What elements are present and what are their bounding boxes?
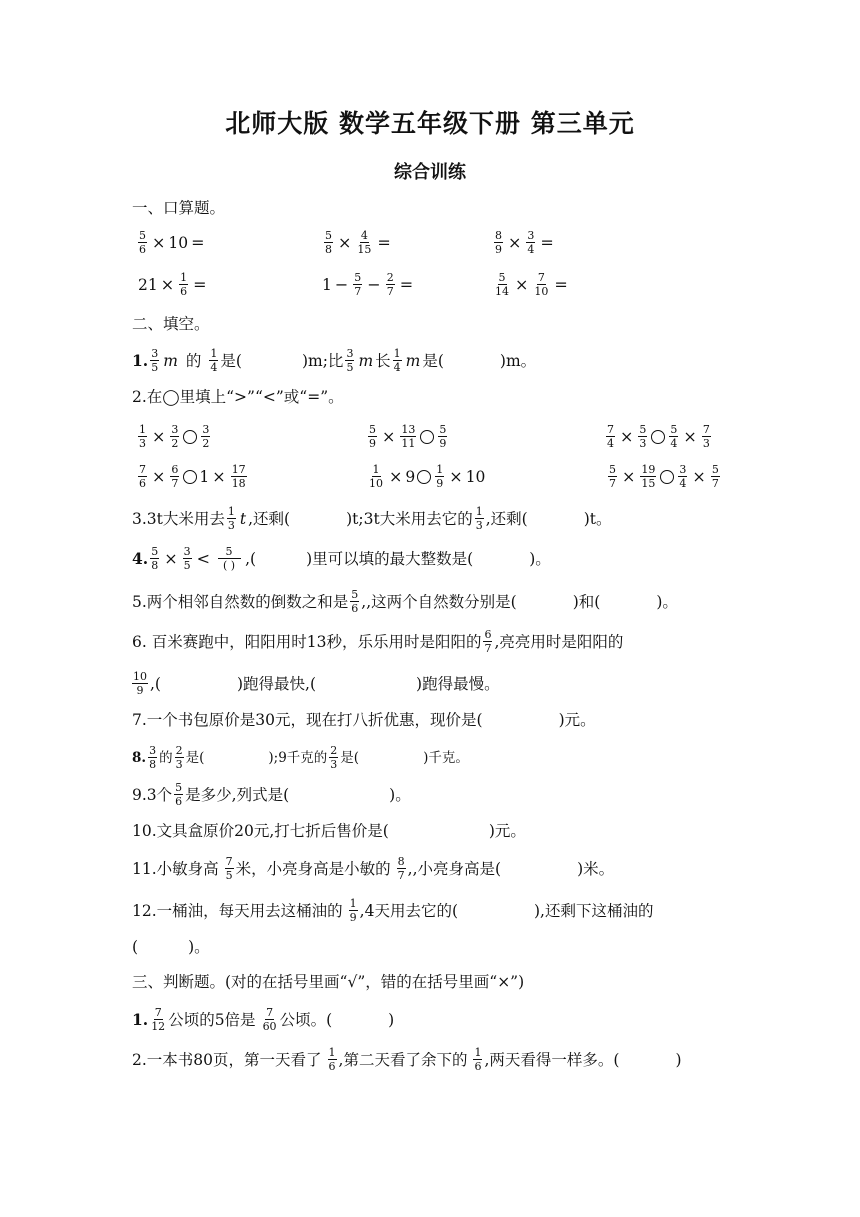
mental-problem-6: $\frac{5}{14}$ × $\frac{7}{10}$ = — [495, 271, 568, 298]
fill-question-6-line2: $\frac{10}{9}$ ,( )跑得最快,( )跑得最慢。 — [133, 670, 500, 697]
mental-problem-5: 1 − $\frac{5}{7}$ − $\frac{2}{7}$ = — [322, 271, 414, 298]
fill-question-10: 10.文具盒原价20元,打七折后售价是( )元。 — [132, 822, 526, 840]
mental-problem-1: $\frac{5}{6}$ × 10 = — [139, 229, 205, 256]
fill-question-12-line2: ( )。 — [132, 938, 210, 956]
fill-question-1: 1. $\frac{3}{5}$ m 的 $\frac{1}{4}$ 是( )m;比 $\frac{3}{5}$ m 长 $\frac{1}{4}$ m 是( )m。 — [132, 347, 537, 374]
compare-item-f: $\frac{5}{7}$ × $\frac{19}{15}$ $\frac{3}{4}$ × $\frac{5}{7}$ — [609, 463, 719, 490]
page-subtitle: 综合训练 — [394, 162, 466, 183]
fill-question-11: 11.小敏身高 $\frac{7}{5}$ 米，小亮身高是小敏的 $\frac{8}{7}$ ,,小亮身高是( )米。 — [132, 855, 615, 882]
section2-heading: 二、填空。 — [132, 315, 210, 333]
judge-question-2: 2.一本书80页，第一天看了 $\frac{1}{6}$ ,第二天看了余下的 $\frac{1}{6}$ ,两天看得一样多。( ) — [132, 1046, 682, 1073]
section1-heading: 一、口算题。 — [132, 199, 226, 217]
mental-problem-2: $\frac{5}{8}$ × $\frac{4}{15}$ = — [325, 229, 391, 256]
compare-item-a: $\frac{1}{3}$ × $\frac{3}{2}$ $\frac{3}{2}$ — [139, 423, 210, 450]
compare-circle[interactable] — [417, 470, 431, 484]
compare-item-b: $\frac{5}{9}$ × $\frac{13}{11}$ $\frac{5}{9}$ — [369, 423, 447, 450]
compare-item-e: $\frac{1}{10}$ × 9 $\frac{1}{9}$ × 10 — [369, 463, 486, 490]
compare-item-d: $\frac{7}{6}$ × $\frac{6}{7}$ 1 × $\frac{17}{18}$ — [139, 463, 246, 490]
mental-problem-3: $\frac{8}{9}$ × $\frac{3}{4}$ = — [495, 229, 554, 256]
compare-circle[interactable] — [183, 430, 197, 444]
fraction: $\frac{5}{6}$ — [139, 229, 146, 256]
compare-item-c: $\frac{7}{4}$ × $\frac{5}{3}$ $\frac{5}{4}$ × $\frac{7}{3}$ — [607, 423, 710, 450]
fill-question-12-line1: 12.一桶油，每天用去这桶油的 $\frac{1}{9}$ ,4天用去它的( ),还剩下这桶油的 — [132, 897, 654, 924]
compare-circle[interactable] — [651, 430, 665, 444]
fill-question-8: 8. $\frac{3}{8}$ 的 $\frac{2}{3}$ 是( );9千克的 $\frac{2}{3}$ 是( )千克。 — [132, 744, 469, 771]
judge-question-1: 1. $\frac{7}{12}$ 公顷的5倍是 $\frac{7}{60}$ 公顷。( ) — [132, 1006, 395, 1033]
compare-circle[interactable] — [660, 470, 674, 484]
fill-question-3: 3.3t大米用去 $\frac{1}{3}$ t ,还剩( )t;3t大米用去它的 $\frac{1}{3}$ ,还剩( )t。 — [132, 505, 612, 532]
page-title: 北师大版 数学五年级下册 第三单元 — [225, 109, 635, 138]
fill-question-7: 7.一个书包原价是30元，现在打八折优惠，现价是( )元。 — [132, 711, 596, 729]
fill-question-6-line1: 6. 百米赛跑中，阳阳用时13秒，乐乐用时是阳阳的 $\frac{6}{7}$ ,亮亮用时是阳阳的 — [132, 628, 624, 655]
fill-question-4: 4. $\frac{5}{8}$ × $\frac{3}{5}$ < $\frac{5}{( )}$ ,( )里可以填的最大整数是( )。 — [132, 545, 551, 572]
compare-circle[interactable] — [420, 430, 434, 444]
fill-question-2: 2.在◯里填上“>”“<”或“=”。 — [132, 388, 344, 406]
section3-heading: 三、判断题。(对的在括号里画“√”，错的在括号里画“×”) — [132, 973, 525, 991]
fill-question-9: 9.3个 $\frac{5}{6}$ 是多少,列式是( )。 — [132, 781, 411, 808]
compare-circle[interactable] — [183, 470, 197, 484]
mental-problem-4: 21 × $\frac{1}{6}$ = — [138, 271, 207, 298]
fill-question-5: 5.两个相邻自然数的倒数之和是 $\frac{5}{6}$ ,,这两个自然数分别是( )和( )。 — [132, 588, 678, 615]
